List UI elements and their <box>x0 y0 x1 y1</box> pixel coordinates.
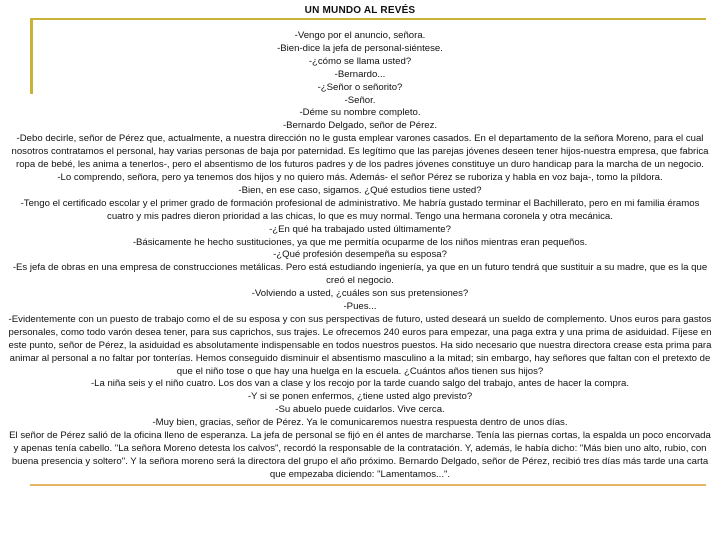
dialogue-line: -Es jefa de obras en una empresa de construcciones metálicas. Pero está estudiando ingeniería, ya que en un futuro tendrá que sustituir a su madre, que es la que creó el negocio. <box>12 262 708 287</box>
dialogue-line: -Y si se ponen enfermos, ¿tiene usted algo previsto? <box>247 391 473 403</box>
dialogue-line: -Bien, en ese caso, sigamos. ¿Qué estudios tiene usted? <box>238 184 482 196</box>
dialogue-text <box>6 30 714 482</box>
dialogue-line: -¿Señor o señorito? <box>317 81 403 93</box>
dialogue-line: -¿Qué profesión desempeña su esposa? <box>273 249 447 261</box>
decorative-frame-top <box>30 18 706 20</box>
dialogue-line: -Señor. <box>344 94 376 106</box>
dialogue-line: -Vengo por el anuncio, señora. <box>294 30 426 41</box>
dialogue-line: -Bernardo... <box>334 68 386 80</box>
dialogue-line: -Volviendo a usted, ¿cuáles son sus pretensiones? <box>251 288 469 300</box>
dialogue-line: -Bernardo Delgado, señor de Pérez. <box>282 120 438 132</box>
dialogue-line: -Su abuelo puede cuidarlos. Vive cerca. <box>275 404 445 416</box>
decorative-underline <box>30 484 706 486</box>
dialogue-line: -Lo comprendo, señora, pero ya tenemos dos hijos y no quiero más. Además- el señor Pérez se ruboriza y habla en voz baja-, tomo la píldora. <box>57 171 663 183</box>
dialogue-line: -Debo decirle, señor de Pérez que, actualmente, a nuestra dirección no le gusta emplear varones casados. En el departamento de la señora Moreno, para el cual nosotros contratamos el personal, hay varias personas de baja por paternidad. Es legítimo que las parejas jóvenes deseen tener hijos-nuestra empresa, que fabrica ropa de bebé, les anima a tenerlos-, pero el absentismo de los futuros padres y de los padres jóvenes constituye un duro handicap para la marcha de un negocio. <box>11 133 709 171</box>
dialogue-line: -Déme su nombre completo. <box>299 107 421 119</box>
dialogue-line: -Evidentemente con un puesto de trabajo como el de su esposa y con sus perspectivas de futuro, usted deseará un sueldo de complemento. Unos euros para gastos personales, como todo varón desea tener, para sus caprichos, sus trajes. Le ofrecemos 240 euros para empezar, una paga extra y una prima de asiduidad. Fíjese en este punto, señor de Pérez, la asiduidad es absolutamente indispensable en todos nuestros puestos. Ha sido necesario que nuestra directora crease esta prima para animar al personal a no faltar por tonterías. Hemos conseguido disminuir el absentismo masculino a la mitad; sin embargo, hay señores que faltan con el pretexto de que el niño tose o que hay una huelga en la escuela. ¿Cuántos años tienen sus hijos? <box>8 313 712 377</box>
dialogue-line: -La niña seis y el niño cuatro. Los dos van a clase y los recojo por la tarde cuando salgo del trabajo, antes de hacer la compra. <box>90 378 630 390</box>
dialogue-line: -Tengo el certificado escolar y el primer grado de formación profesional de administrativo. Me habría gustado terminar el Bachillerato, pero en mi familia éramos cuatro y mis padres dieron prioridad a las chicas, lo que es muy normal. Tengo una hermana coronela y otra mecánica. <box>20 197 700 222</box>
dialogue-line: -¿En qué ha trabajado usted últimamente? <box>269 223 451 235</box>
narrative-paragraph: El señor de Pérez salió de la oficina lleno de esperanza. La jefa de personal se fijó en él antes de marcharse. Tenía las piernas cortas, la espalda un poco encorvada y apenas tenía cabello. "La señora Moreno detesta los calvos", recordó la responsable de la contratación. Y, además, le había dicho: "Más bien uno alto, rubio, con buena presencia y soltero". Y la señora moreno será la directora del grupo el año próximo. Bernardo Delgado, señor de Pérez, recibió tres días más tarde una carta que empezaba diciendo: "Lamentamos...". <box>9 430 711 480</box>
dialogue-line: -Básicamente he hecho sustituciones, ya que me permitía ocuparme de los niños mientras eran pequeños. <box>132 236 588 248</box>
dialogue-line: -Muy bien, gracias, señor de Pérez. Ya le comunicaremos nuestra respuesta dentro de unos días. <box>152 417 568 429</box>
page-title: UN MUNDO AL REVÉS <box>304 5 416 16</box>
dialogue-line: -Bien-dice la jefa de personal-siéntese. <box>277 42 443 54</box>
dialogue-line: -¿cómo se llama usted? <box>308 55 412 67</box>
dialogue-line: -Pues... <box>343 301 377 313</box>
